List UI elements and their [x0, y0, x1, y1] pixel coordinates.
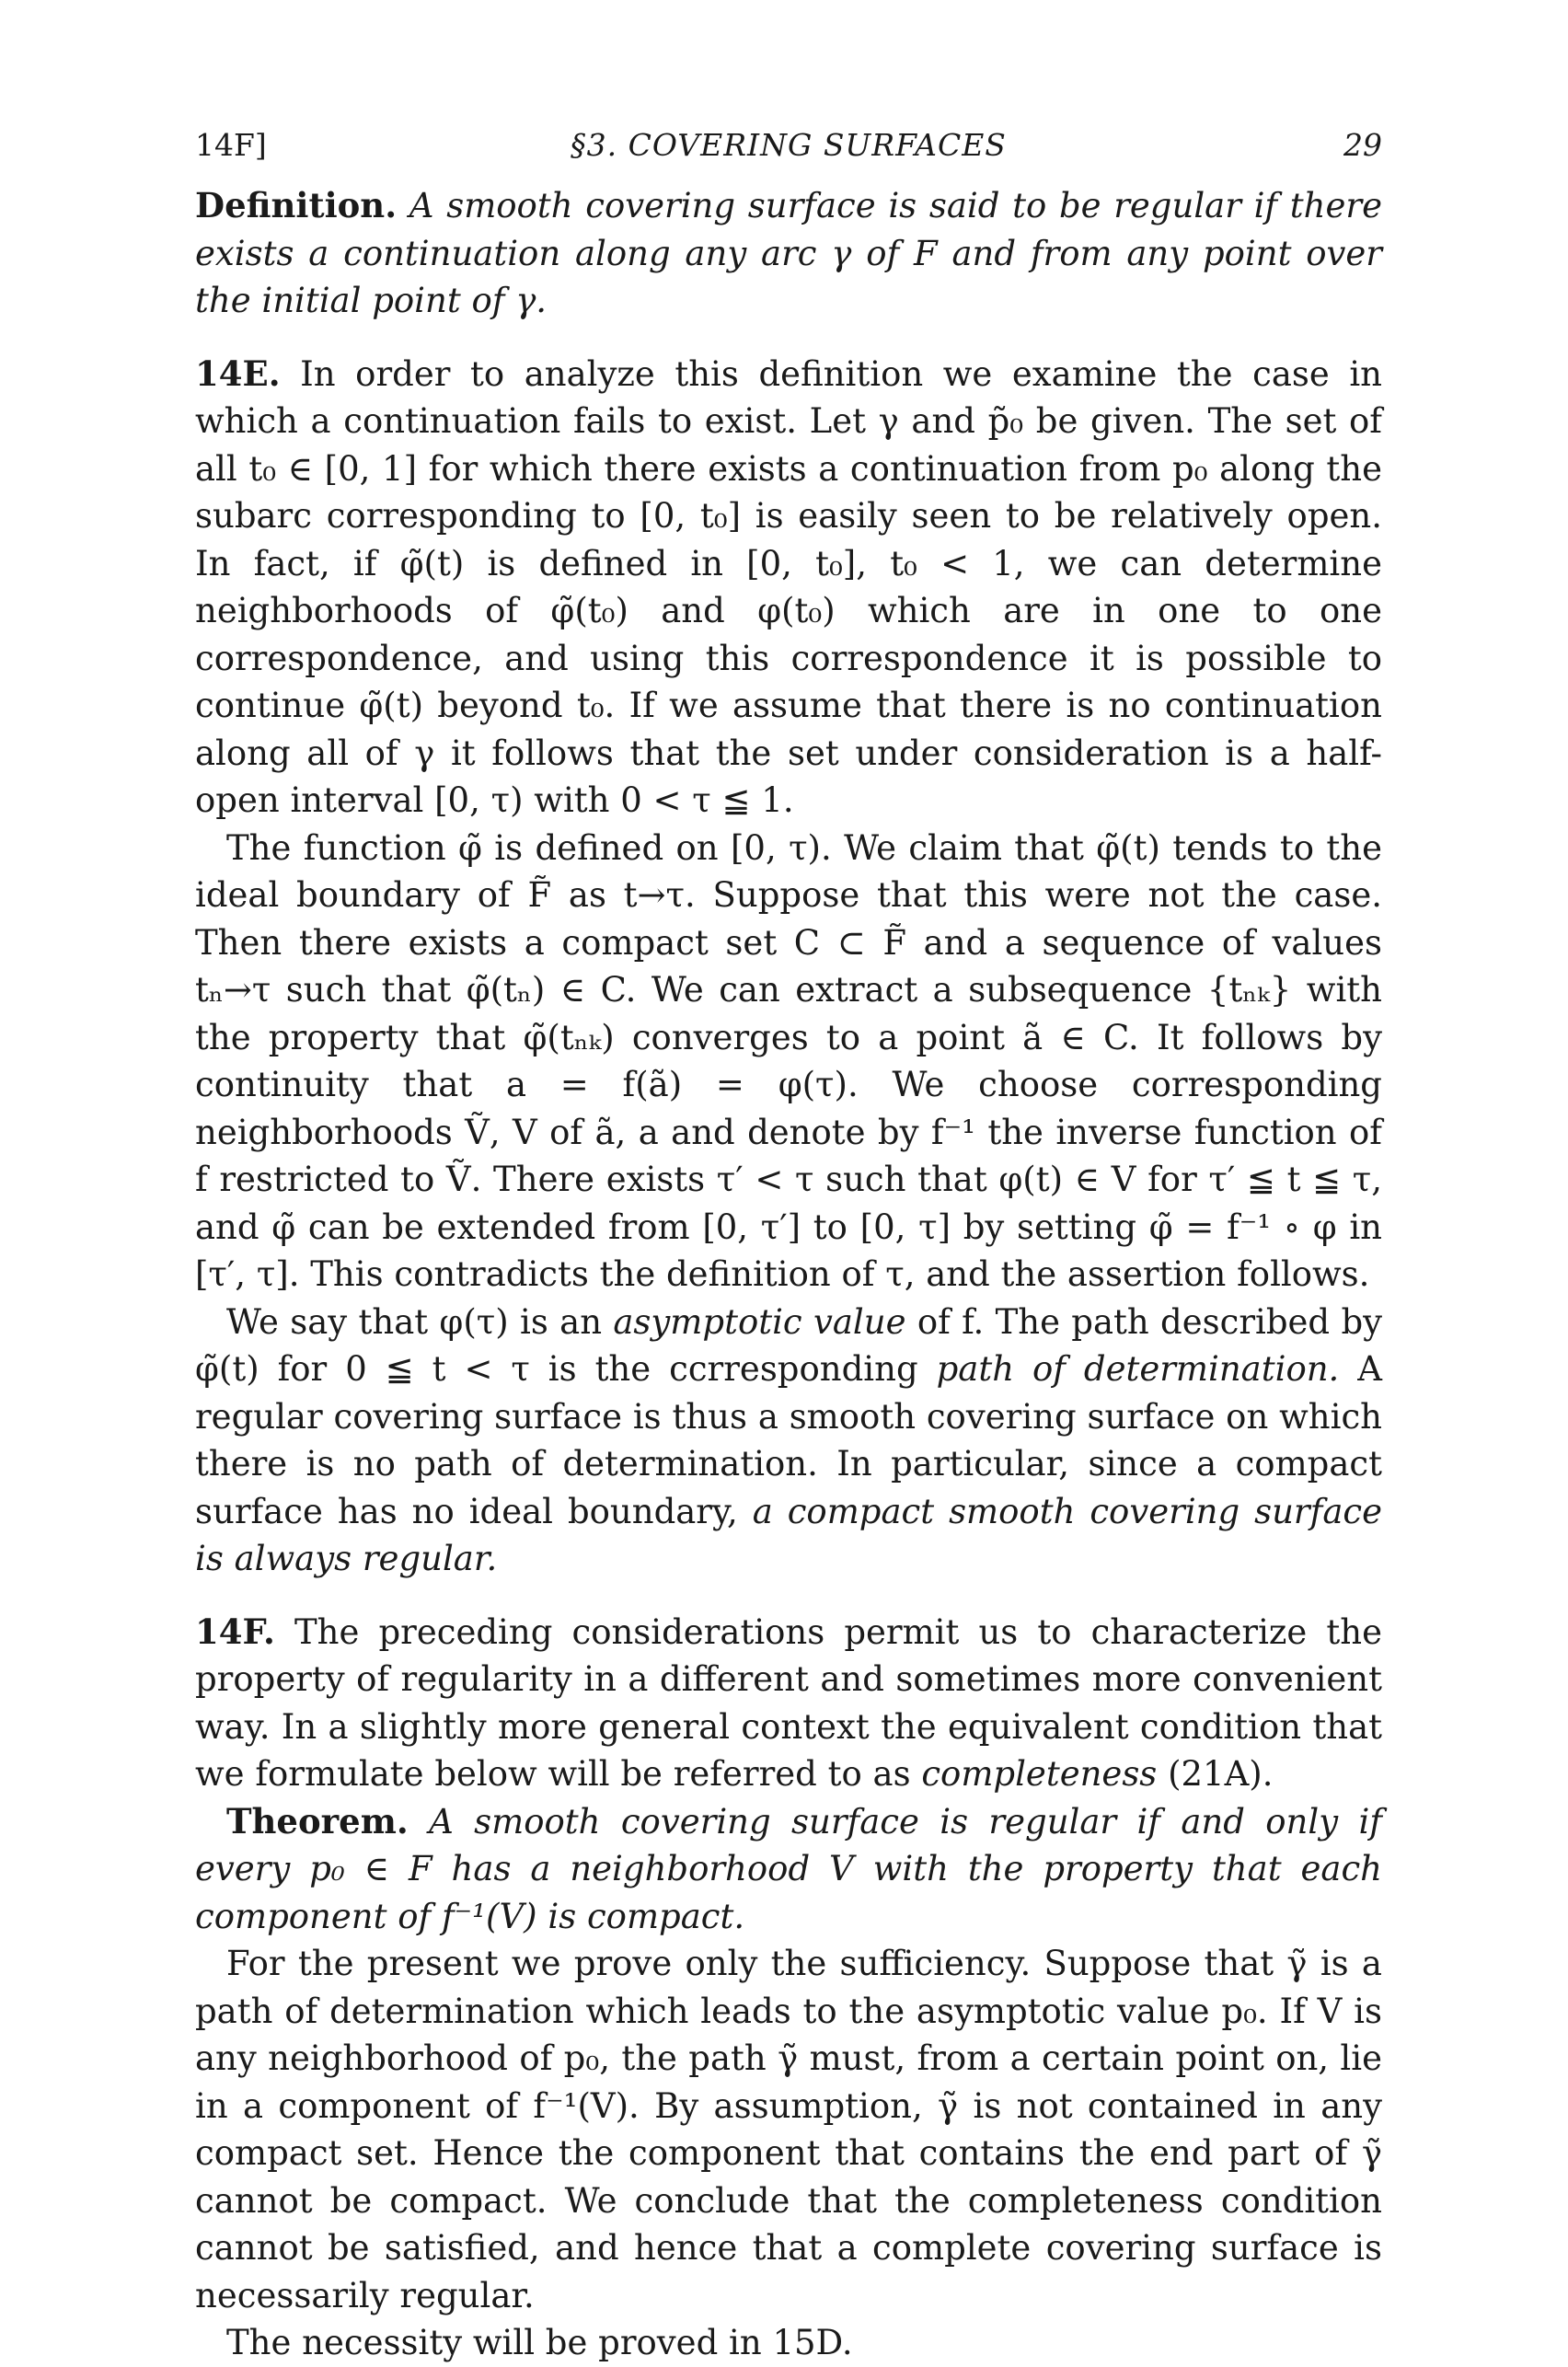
section-14e-paragraph-3 [195, 1299, 1382, 1583]
term-completeness: completeness [921, 1754, 1158, 1794]
section-14e-paragraph-1 [195, 351, 1382, 825]
section-14e-label: 14E. [195, 352, 281, 394]
theorem-paragraph [195, 1798, 1382, 1941]
closing-paragraph: The necessity will be proved in 15D. [226, 2323, 853, 2362]
term-path-of-determination: path of determination. [936, 1349, 1340, 1389]
header-page-number: 29 [1343, 127, 1382, 163]
term-asymptotic-value: asymptotic value [613, 1301, 906, 1342]
section-14f-label: 14F. [195, 1611, 275, 1652]
definition-label: Definition. [195, 185, 398, 225]
p3-text-a: We say that φ(τ) is an [226, 1301, 603, 1342]
header-running-title: §3. COVERING SURFACES [571, 127, 1007, 163]
theorem-text: A smooth covering surface is regular if and only if every p₀ ∈ F has a neighborhood V with the property that each component of f⁻¹(V) is compact. [195, 1801, 1382, 1936]
proof-paragraph: For the present we prove only the sufficiency. Suppose that γ̃ is a path of determination which leads to the asymptotic value p₀. If V is any neighborhood of p₀, the path γ̃ must, from a certain point on, lie in a component of f⁻¹(V). By assumption, γ̃ is not contained in any compact set. Hence the component that contains the end part of γ̃ cannot be compact. We conclude that the completeness condition cannot be satisfied, and hence that a complete covering surface is necessarily regular. [195, 1944, 1382, 2315]
header-section-ref: 14F] [195, 127, 267, 163]
section-14e-paragraph-2: The function φ̃ is defined on [0, τ). We claim that φ̃(t) tends to the ideal boundary of F̃ as t→τ. Suppose that this were not the case. Then there exists a compact set C ⊂ F̃ and a sequence of values tₙ→τ such that φ̃(tₙ) ∈ C. We can extract a subsequence {tₙₖ} with the property that φ̃(tₙₖ) converges to a point ã ∈ C. It follows by continuity that a = f(ã) = φ(τ). We choose corresponding neighborhoods Ṽ, V of ã, a and denote by f⁻¹ the inverse function of f restricted to Ṽ. There exists τ′ < τ such that φ(t) ∈ V for τ′ ≦ t ≦ τ, and φ̃ can be extended from [0, τ′] to [0, τ] by setting φ̃ = f⁻¹ ∘ φ in [τ′, τ]. This contradicts the definition of τ, and the assertion follows. [195, 827, 1382, 1294]
section-14f-paragraph-1 [195, 1609, 1382, 1798]
section-14e-text-1: In order to analyze this definition we examine the case in which a continuation fails to exist. Let γ and p̃₀ be given. The set of all t₀ ∈ [0, 1] for which there exists a continuation from p₀ along the subarc corresponding to [0, t₀] is easily seen to be relatively open. In fact, if φ̃(t) is defined in [0, t₀], t₀ < 1, we can determine neighborhoods of φ̃(t₀) and φ(t₀) which are in one to one correspondence, and using this correspondence it is possible to continue φ̃(t) beyond t₀. If we assume that there is no continuation along all of γ it follows that the set under consideration is a half-open interval [0, τ) with 0 < τ ≦ 1. [195, 353, 1382, 820]
running-header [195, 127, 1382, 173]
p3-text-b: of f. The path described by φ̃(t) for 0 ≦ t < τ is the ccrresponding [195, 1301, 1383, 1389]
section-14f-text-b: (21A). [1168, 1754, 1274, 1794]
section-14f-text-a: The preceding considerations permit us to characterize the property of regularity in a different and sometimes more convenient way. In a slightly more general context the equivalent condition that we formulate below will be referred to as [195, 1611, 1382, 1794]
page-body [195, 182, 1382, 2367]
definition-text: A smooth covering surface is said to be regular if there exists a continuation along any arc γ of F and from any point over the initial point of γ. [195, 186, 1382, 320]
definition-paragraph [195, 182, 1382, 325]
p3-text-c: A regular covering surface is thus a smooth covering surface on which there is no path of determination. In particular, since a compact surface has no ideal boundary, [195, 1349, 1382, 1531]
theorem-label: Theorem. [226, 1800, 409, 1842]
p3-conclusion: a compact smooth covering surface is always regular. [195, 1491, 1382, 1578]
